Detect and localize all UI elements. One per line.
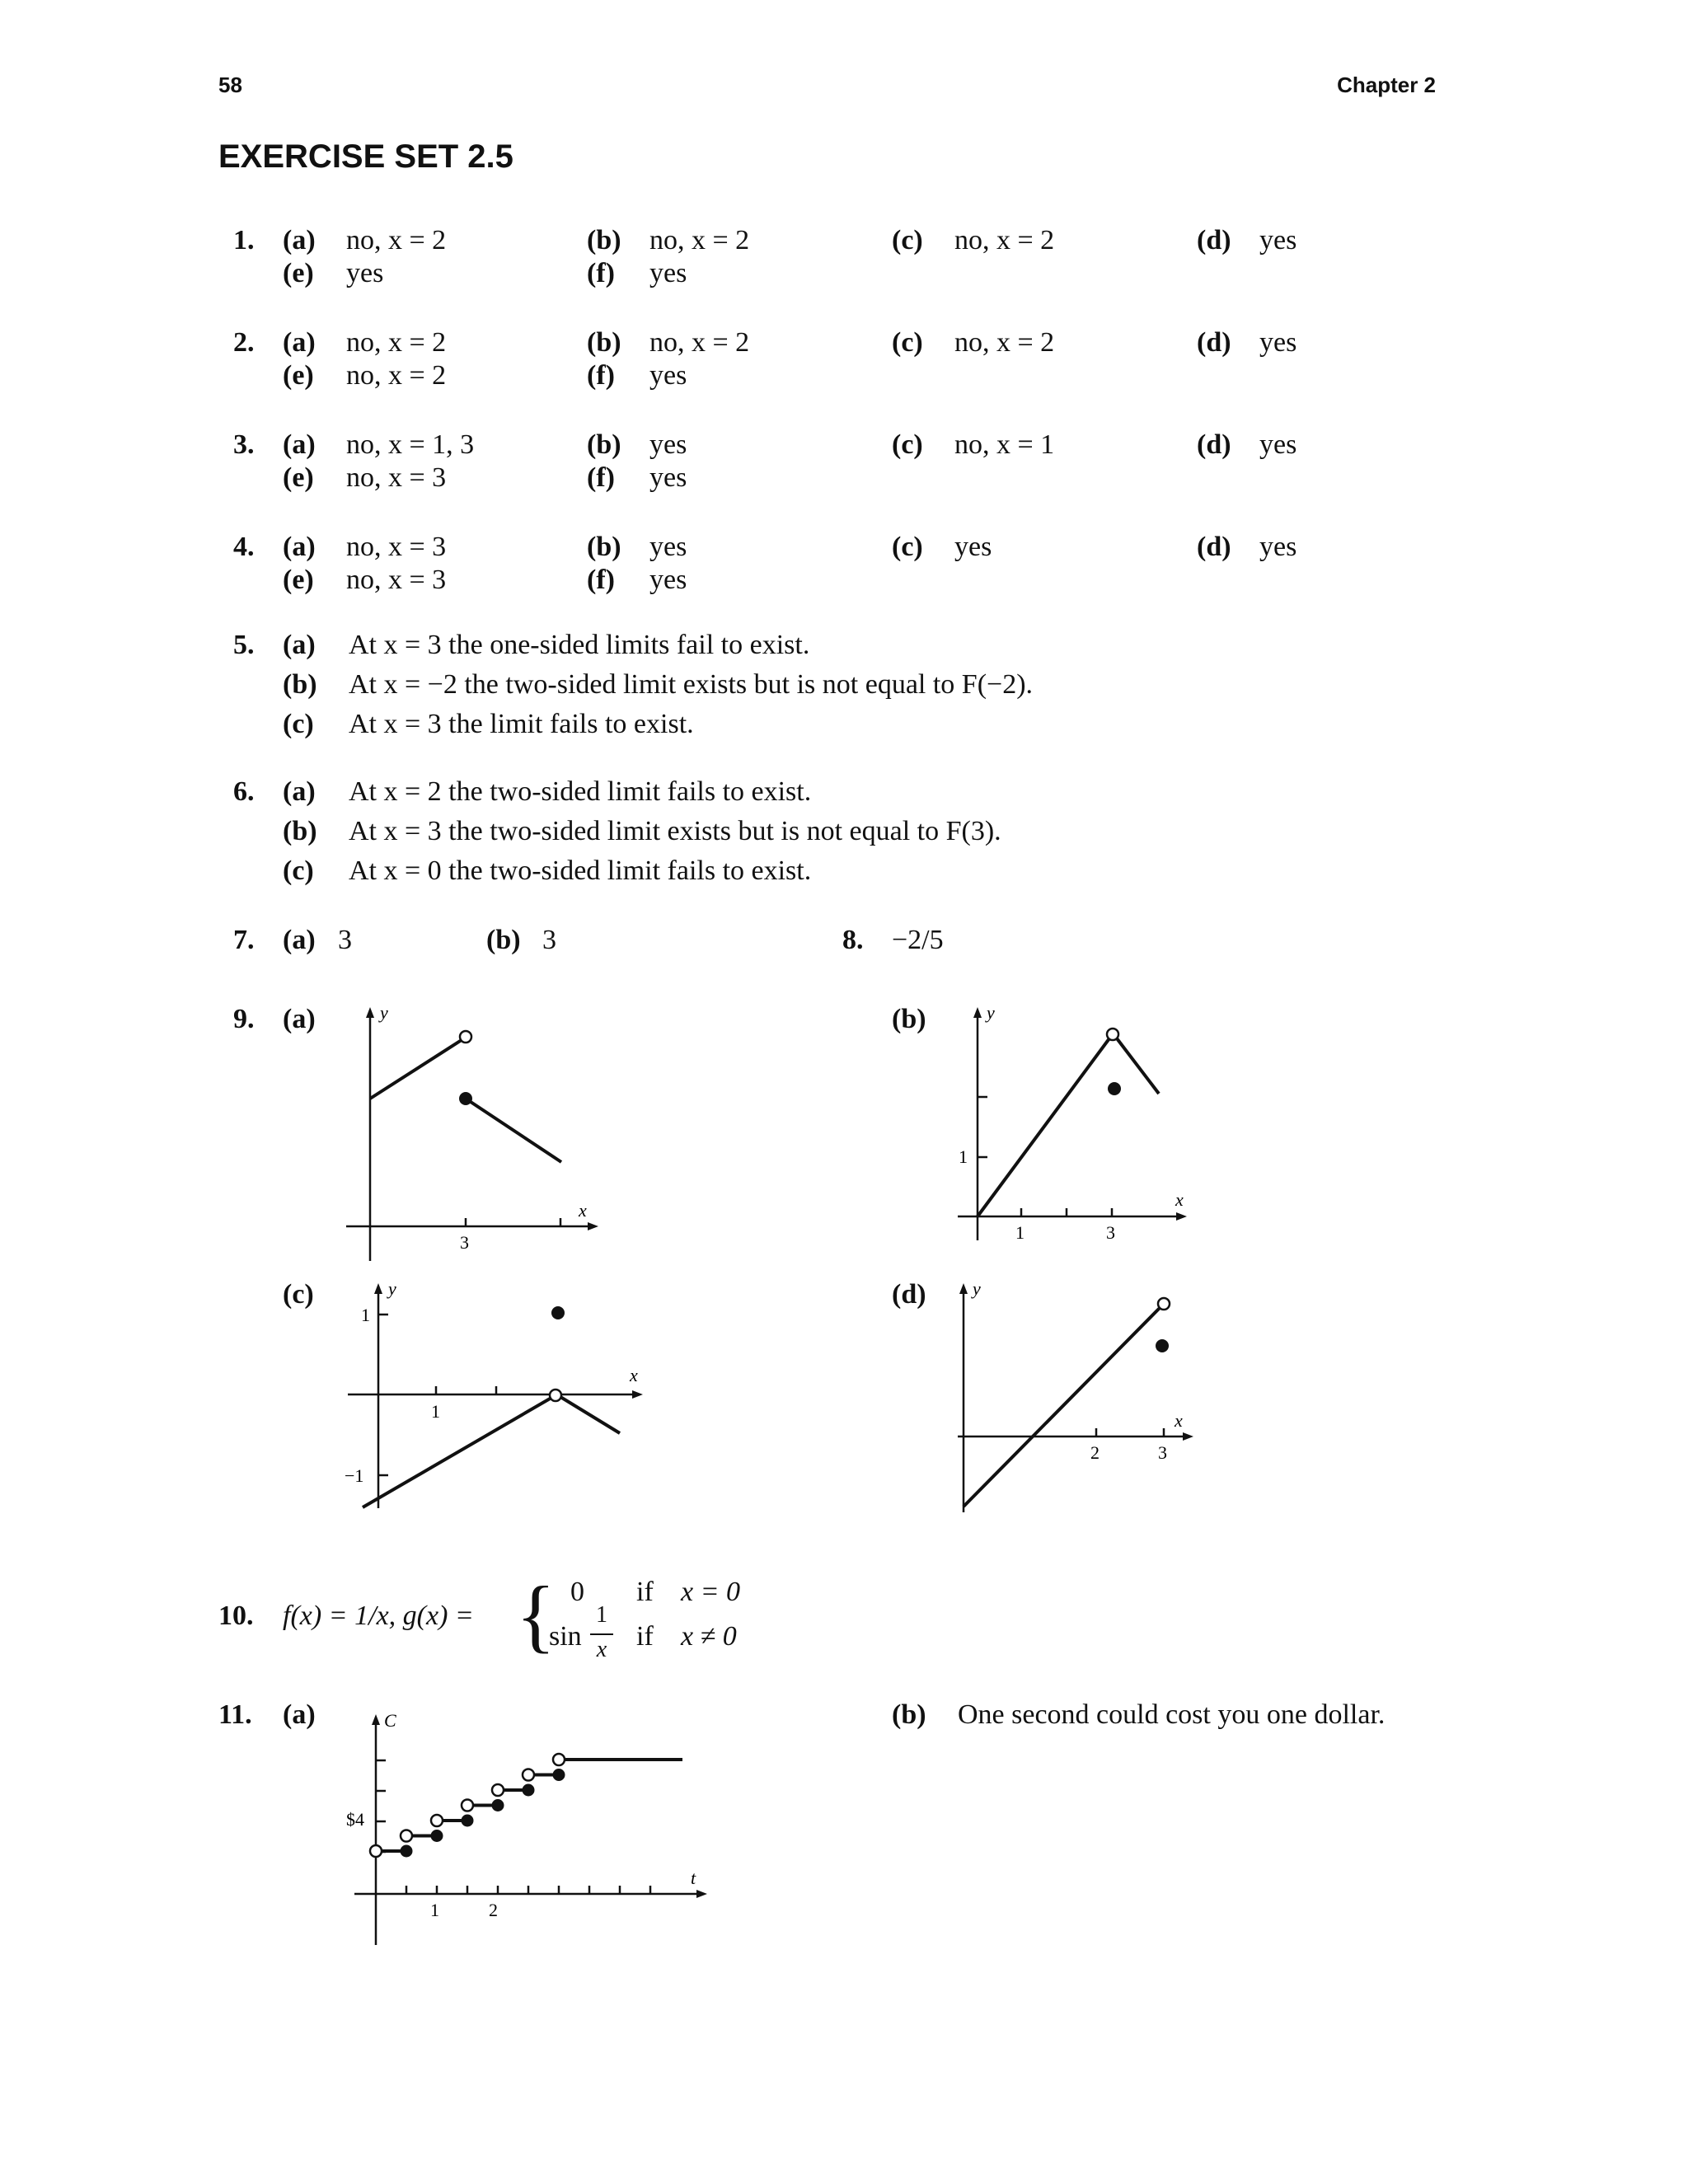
case-func: sin (549, 1621, 582, 1652)
part-answer: At x = 0 the two-sided limit fails to exist. (349, 855, 812, 886)
tick-label: 1 (959, 1146, 968, 1167)
part-answer: no, x = 2 (649, 327, 750, 358)
part-label: (d) (1197, 532, 1231, 562)
section-title: EXERCISE SET 2.5 (218, 138, 513, 175)
closed-point (553, 1769, 565, 1781)
part-answer: no, x = 2 (954, 225, 1055, 255)
part-answer: yes (649, 565, 687, 595)
part-label: (d) (1197, 225, 1231, 255)
exercise-number: 9. (233, 1004, 255, 1034)
open-point (462, 1800, 473, 1811)
part-answer: 3 (338, 925, 352, 955)
part-label: (b) (892, 1004, 926, 1034)
fraction-bar (590, 1633, 613, 1635)
part-answer: yes (1259, 429, 1297, 460)
part-label: (b) (587, 225, 621, 255)
exercise-number: 4. (233, 532, 255, 562)
part-answer: yes (346, 258, 384, 288)
exercise-number: 7. (233, 925, 255, 955)
graph-9a (330, 997, 610, 1269)
part-label: (b) (892, 1699, 926, 1730)
part-answer: yes (1259, 327, 1297, 358)
part-answer: yes (1259, 225, 1297, 255)
case-condition: x = 0 (681, 1577, 741, 1607)
part-answer: no, x = 1 (954, 429, 1055, 460)
exercise-number: 11. (218, 1699, 252, 1730)
part-answer: At x = 3 the limit fails to exist. (349, 709, 694, 739)
x-axis-label: x (579, 1200, 587, 1221)
exercise-number: 1. (233, 225, 255, 255)
tick-label: 1 (431, 1401, 440, 1422)
part-label: (c) (892, 327, 923, 358)
part-answer: no, x = 2 (346, 360, 447, 391)
part-label: (a) (283, 1004, 316, 1034)
graph-9d (948, 1273, 1220, 1521)
part-label: (c) (892, 532, 923, 562)
part-label: (a) (283, 532, 316, 562)
y-axis-label: y (973, 1278, 981, 1299)
part-label: (d) (1197, 327, 1231, 358)
exercise-number: 3. (233, 429, 255, 460)
equation-lhs: f(x) = 1/x, g(x) = (283, 1601, 474, 1631)
part-label: (f) (587, 462, 615, 493)
x-axis-label: x (1175, 1189, 1184, 1210)
x-axis-label: x (1175, 1410, 1183, 1431)
graph-9b (940, 997, 1212, 1253)
case-if: if (636, 1621, 654, 1652)
part-answer: yes (649, 258, 687, 288)
graph-11a (338, 1698, 717, 1961)
part-label: (a) (283, 225, 316, 255)
open-point (1107, 1029, 1118, 1040)
exercise-number: 10. (218, 1601, 254, 1631)
open-point (1158, 1298, 1170, 1310)
part-answer: At x = 2 the two-sided limit fails to exist. (349, 776, 812, 807)
part-answer: yes (1259, 532, 1297, 562)
part-answer: At x = 3 the two-sided limit exists but is not equal to F(3). (349, 816, 1001, 846)
part-answer: One second could cost you one dollar. (958, 1699, 1386, 1730)
part-label: (e) (283, 565, 314, 595)
x-axis-label: t (691, 1868, 696, 1888)
exercise-number: 6. (233, 776, 255, 807)
part-answer: yes (649, 462, 687, 493)
part-label: (b) (486, 925, 521, 955)
part-label: (b) (587, 429, 621, 460)
part-label: (e) (283, 360, 314, 391)
open-point (523, 1769, 534, 1781)
part-label: (a) (283, 776, 316, 807)
closed-point (492, 1799, 504, 1811)
tick-label: 3 (460, 1232, 469, 1253)
part-label: (a) (283, 925, 316, 955)
part-label: (c) (283, 855, 314, 886)
y-axis-label: y (388, 1278, 396, 1299)
part-label: (f) (587, 565, 615, 595)
tick-label: 3 (1158, 1442, 1167, 1463)
part-answer: no, x = 3 (346, 565, 447, 595)
part-label: (a) (283, 429, 316, 460)
graph-9c (338, 1273, 651, 1529)
part-label: (a) (283, 1699, 316, 1730)
part-label: (d) (892, 1279, 926, 1310)
closed-point (523, 1784, 535, 1797)
left-brace: { (516, 1569, 556, 1661)
exercise-number: 8. (842, 925, 864, 955)
open-point (550, 1390, 561, 1401)
exercise-number: 2. (233, 327, 255, 358)
part-label: (f) (587, 258, 615, 288)
part-answer: no, x = 1, 3 (346, 429, 475, 460)
open-point (460, 1031, 471, 1043)
part-label: (b) (283, 816, 317, 846)
chapter-label: Chapter 2 (1337, 73, 1436, 97)
open-point (431, 1815, 443, 1826)
part-answer: yes (954, 532, 992, 562)
tick-label: −1 (345, 1465, 364, 1486)
open-point (553, 1754, 565, 1765)
tick-label: 1 (361, 1305, 370, 1325)
part-label: (c) (283, 1279, 314, 1310)
fraction-denominator: x (596, 1637, 607, 1662)
part-answer: yes (649, 360, 687, 391)
part-label: (e) (283, 258, 314, 288)
y-axis-label: C (384, 1710, 396, 1731)
part-label: (f) (587, 360, 615, 391)
tick-label: 2 (489, 1900, 498, 1920)
case-if: if (636, 1577, 654, 1607)
part-label: (d) (1197, 429, 1231, 460)
exercise-number: 5. (233, 630, 255, 660)
x-axis-label: x (630, 1365, 638, 1385)
open-point (370, 1845, 382, 1857)
part-label: (a) (283, 630, 316, 660)
tick-label: 3 (1106, 1222, 1115, 1243)
closed-point (431, 1830, 443, 1842)
part-answer: no, x = 2 (649, 225, 750, 255)
part-answer: At x = 3 the one-sided limits fail to exist. (349, 630, 810, 660)
part-answer: yes (649, 429, 687, 460)
fraction-numerator: 1 (596, 1602, 607, 1628)
tick-label: 2 (1090, 1442, 1100, 1463)
case-value: 0 (570, 1577, 584, 1607)
closed-point (401, 1845, 413, 1858)
closed-point (1108, 1082, 1121, 1095)
part-answer: no, x = 2 (346, 225, 447, 255)
closed-point (462, 1815, 474, 1827)
case-condition: x ≠ 0 (681, 1621, 737, 1652)
part-label: (b) (283, 669, 317, 700)
tick-label: $4 (346, 1809, 364, 1830)
y-axis-label: y (380, 1002, 388, 1023)
closed-point (551, 1306, 565, 1319)
answer: −2/5 (892, 925, 944, 955)
part-answer: yes (649, 532, 687, 562)
part-label: (c) (283, 709, 314, 739)
part-label: (c) (892, 225, 923, 255)
part-answer: no, x = 2 (346, 327, 447, 358)
open-point (401, 1830, 412, 1842)
part-label: (e) (283, 462, 314, 493)
open-point (492, 1784, 504, 1796)
page-number: 58 (218, 73, 242, 97)
part-label: (c) (892, 429, 923, 460)
tick-label: 1 (1015, 1222, 1025, 1243)
part-answer: no, x = 3 (346, 532, 447, 562)
tick-label: 1 (430, 1900, 439, 1920)
part-answer: no, x = 2 (954, 327, 1055, 358)
part-label: (a) (283, 327, 316, 358)
part-answer: no, x = 3 (346, 462, 447, 493)
closed-point (459, 1092, 472, 1105)
closed-point (1156, 1339, 1169, 1352)
y-axis-label: y (987, 1002, 995, 1023)
part-label: (b) (587, 532, 621, 562)
part-label: (b) (587, 327, 621, 358)
part-answer: At x = −2 the two-sided limit exists but is not equal to F(−2). (349, 669, 1034, 700)
part-answer: 3 (542, 925, 556, 955)
